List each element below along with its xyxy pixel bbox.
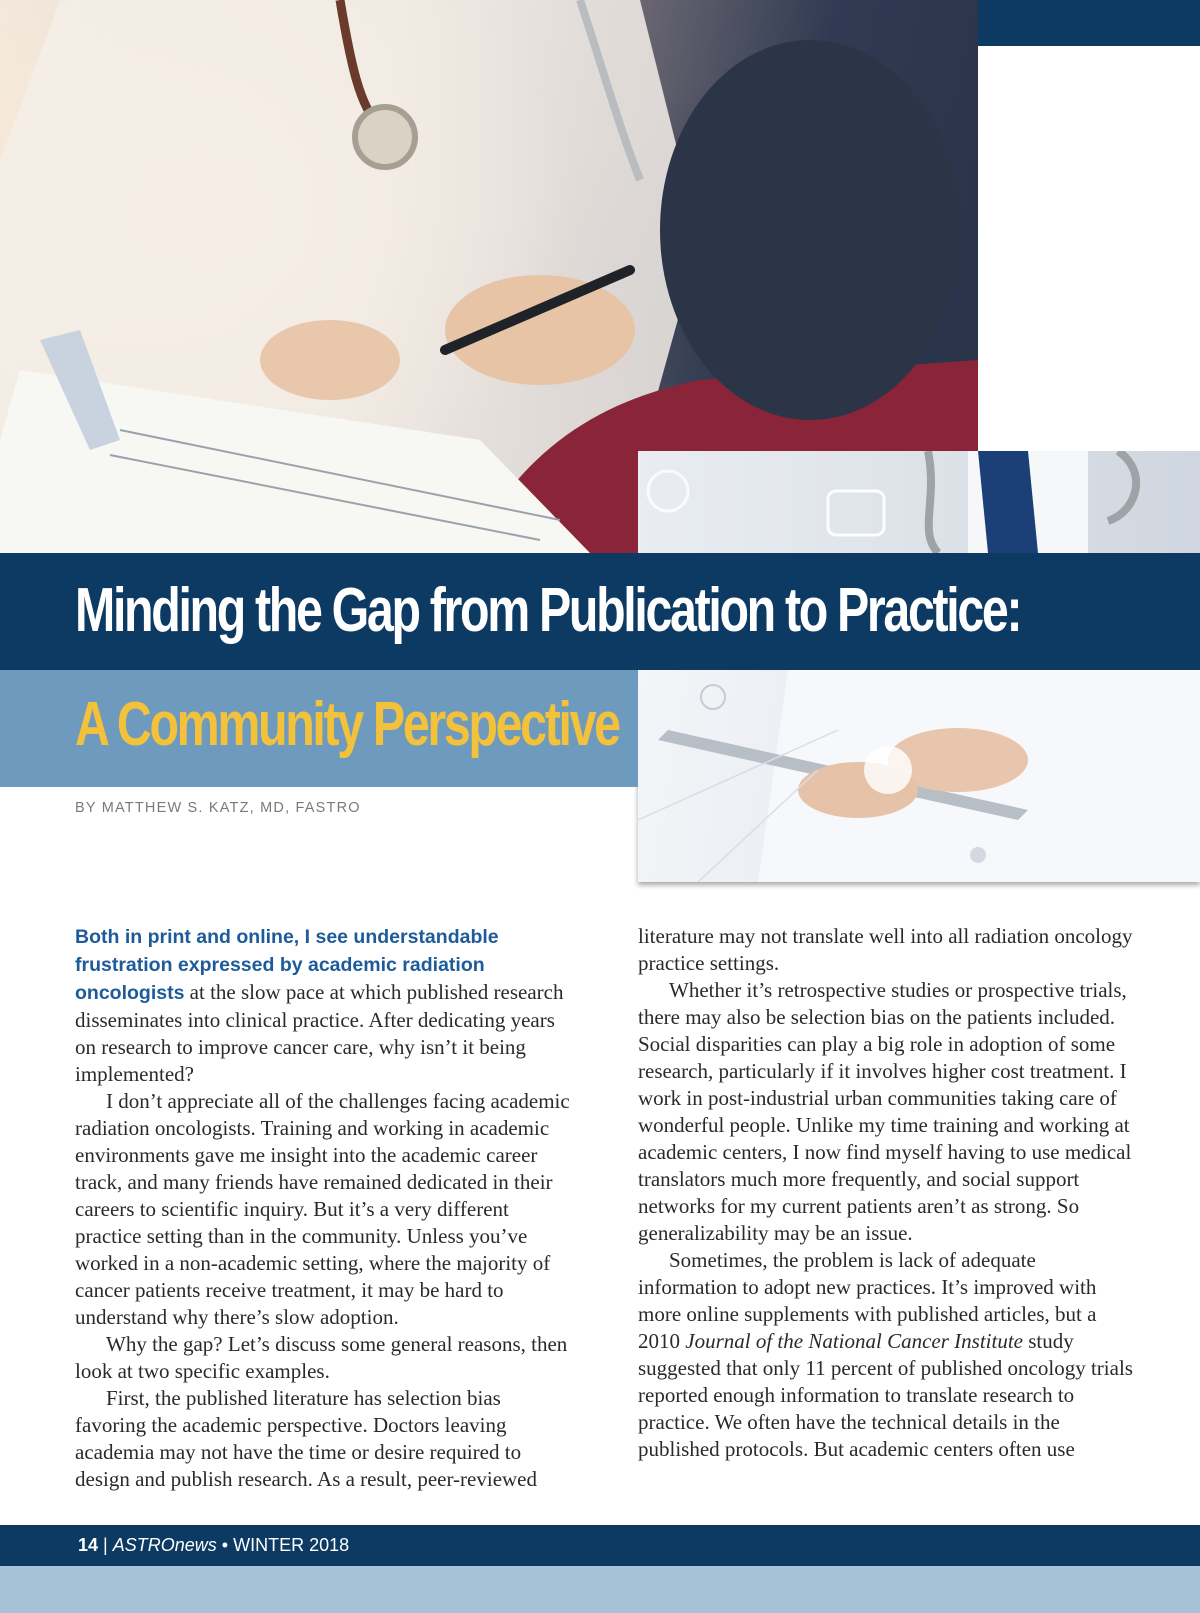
side-photo [638,670,1200,882]
folio-separator: | [103,1535,108,1555]
paragraph: Why the gap? Let’s discuss some general reasons, then look at two specific examples. [75,1332,568,1383]
paragraph: literature may not translate well into all radiation oncology practice settings. [638,924,1133,975]
secondary-photo [638,451,1200,553]
footer-strip [0,1566,1200,1613]
folio [78,1525,349,1566]
journal-name: Journal of the National Cancer Institute [685,1329,1023,1353]
paragraph [75,923,573,1088]
top-right-accent-bar [978,0,1200,46]
paragraph: Whether it’s retrospective studies or prospective trials, there may also be selection bias on the patients included. Social disparities can play a big role in adoption of some research, particularly if it involves higher cost treatment. I work in post-industrial urban communities taking care of wonderful people. Unlike my time training and working at academic centers, I now find myself having to use medical translators much more frequently, and social support networks for my current patients aren’t as strong. So generalizability may be an issue. [638,978,1132,1245]
paragraph-text: study suggested that only 11 percent of published oncology trials reported enough information to translate research to practice. We often have the technical details in the published protocols. But academic centers often use [638,1329,1133,1461]
side-photo-illustration [638,670,1200,882]
paragraph-text: at the slow pace at which published research disseminates into clinical practice. After dedicating years on research to improve cancer care, why isn’t it being implemented? [75,980,564,1086]
article-subtitle: A Community Perspective [75,690,619,759]
lead-in: Both in print and online, I see understandable frustration expressed by academic radiation oncologists [75,926,499,1004]
paragraph: First, the published literature has selection bias favoring the academic perspective. Doctors leaving academia may not have the time or desire required to design and publish research. As a result, peer-reviewed [75,1386,537,1491]
paragraph [638,1247,1138,1463]
paragraph: I don’t appreciate all of the challenges facing academic radiation oncologists. Training and working in academic environments gave me insight into the academic career track, and many friends have remained dedicated in their careers to scientific inquiry. But it’s a very different practice setting than in the community. Unless you’ve worked in a non-academic setting, where the majority of cancer patients receive treatment, it may be hard to understand why there’s slow adoption. [75,1089,570,1329]
body-column-left [75,923,573,1493]
secondary-photo-illustration [638,451,1200,553]
folio-bullet: • [221,1535,229,1555]
paragraph-text: Sometimes, the problem is lack of adequate information to adopt new practices. It’s improved with more online supplements with published articles, but a 2010 [638,1248,1097,1353]
issue-date: WINTER 2018 [233,1535,350,1555]
magazine-name: ASTROnews [112,1535,217,1555]
page-number: 14 [78,1535,99,1555]
article-title: Minding the Gap from Publication to Practice: [75,576,1021,645]
byline: BY MATTHEW S. KATZ, MD, FASTRO [75,800,361,816]
body-column-right [638,923,1138,1463]
